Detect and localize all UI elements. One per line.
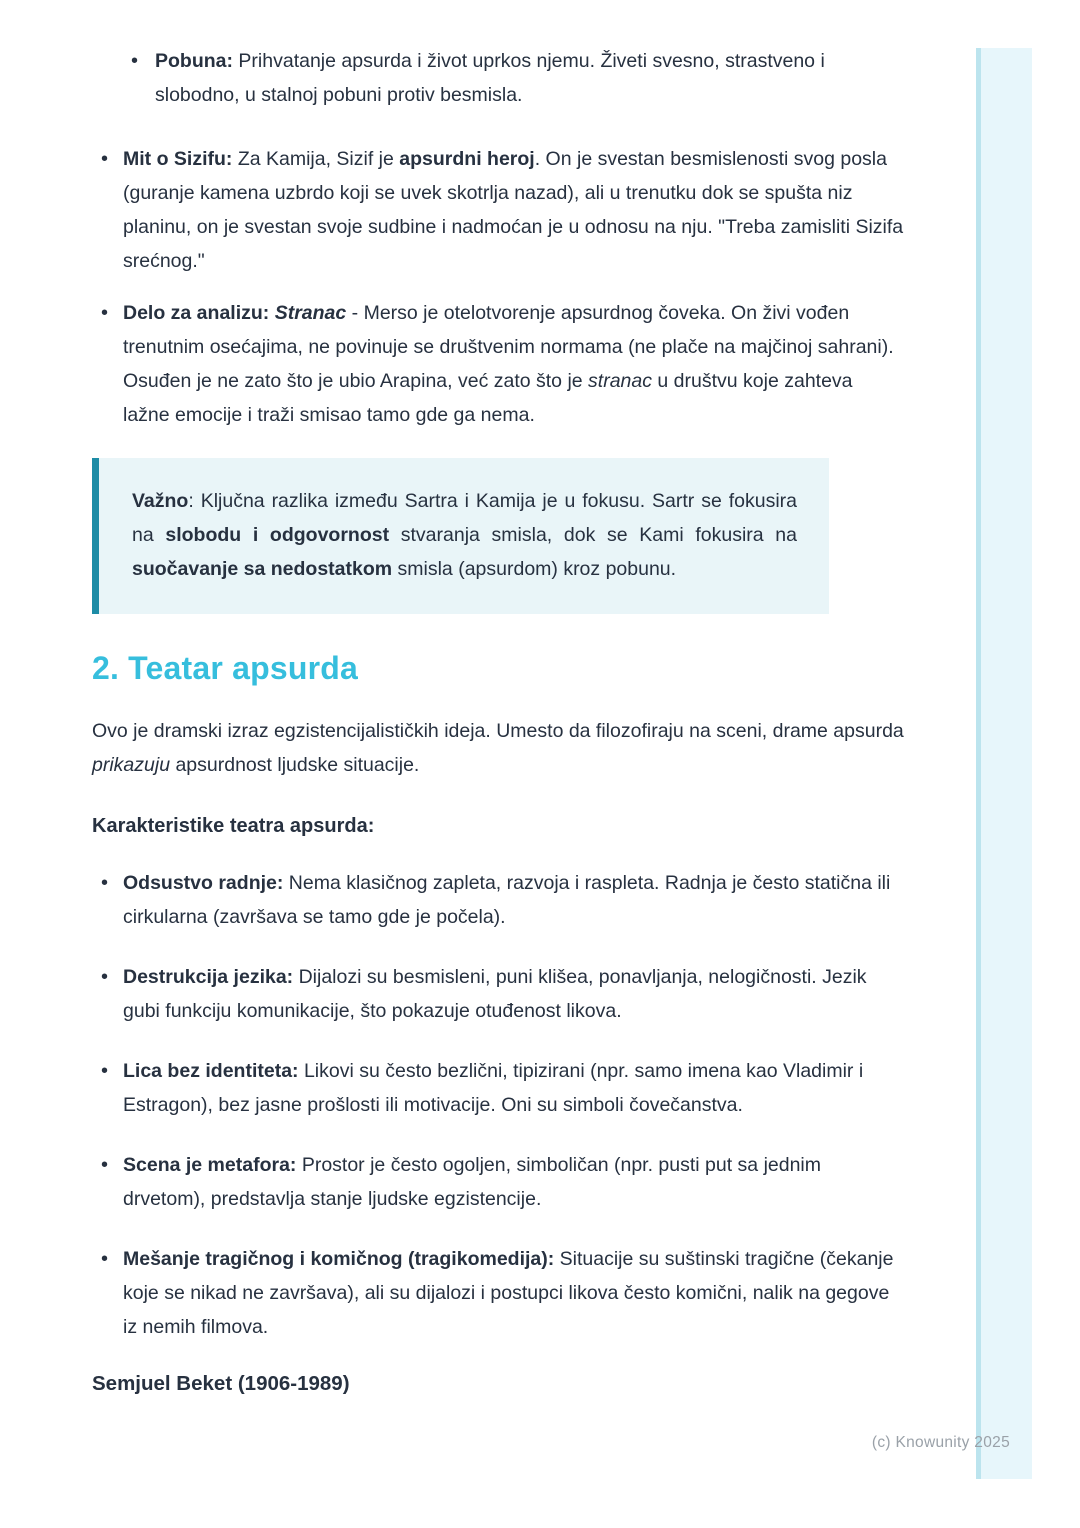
callout-text: Važno: Ključna razlika između Sartra i Kamija je u fokusu. Sartr se fokusira na slobodu i odgovornost stvaranja smisla, dok se Kami fokusira na suočavanje sa nedostatkom smisla (apsurdom) kroz pobunu. — [132, 490, 797, 580]
list-item: • Mešanje tragičnog i komičnog (tragikomedija): Situacije su suštinski tragične (čekanje koje se nikad ne završava), ali su dijalozi i postupci likova često komični, nalik na gegove iz nemih filmova. — [92, 1242, 904, 1344]
list-item: • Destrukcija jezika: Dijalozi su besmisleni, puni klišea, ponavljanja, nelogičnosti. Jezik gubi funkciju komunikacije, što pokazuje otuđenost likova. — [92, 960, 904, 1028]
camus-bullet-list — [92, 142, 904, 432]
characteristics-bullet-list — [92, 866, 904, 1344]
section-intro-paragraph: Ovo je dramski izraz egzistencijalističkih ideja. Umesto da filozofiraju na sceni, drame apsurda prikazuju apsurdnost ljudske situacije. — [92, 720, 904, 776]
section-heading: 2. Teatar apsurda — [92, 650, 359, 686]
copyright-text: (c) Knowunity 2025 — [871, 1434, 1010, 1451]
list-item: • Odsustvo radnje: Nema klasičnog zapleta, razvoja i raspleta. Radnja je često statična ili cirkularna (završava se tamo gde je počela). — [92, 866, 904, 934]
page-margin-strip — [976, 48, 1032, 1479]
document-content — [92, 44, 904, 1398]
list-item: • Mit o Sizifu: Za Kamija, Sizif je apsurdni heroj. On je svestan besmislenosti svog posla (guranje kamena uzbrdo koji se uvek skotrlja nazad), ali u trenutku dok se spušta niz planinu, on je svestan svoje sudbine i nadmoćan je u odnosu na nju. "Treba zamisliti Sizifa srećnog." — [92, 142, 904, 278]
list-item: • Scena je metafora: Prostor je često ogoljen, simboličan (npr. pusti put sa jednim drvetom), predstavlja stanje ljudske egzistencije. — [92, 1148, 904, 1216]
list-item: • Pobuna: Prihvatanje apsurda i život uprkos njemu. Živeti svesno, strastveno i slobodno, u stalnoj pobuni protiv besmisla. — [92, 44, 904, 112]
camus-nested-bullet-list — [92, 44, 904, 112]
characteristics-subheading: Karakteristike teatra apsurda: — [92, 815, 375, 837]
list-item: • Delo za analizu: Stranac - Merso je otelotvorenje apsurdnog čoveka. On živi vođen trenutnim osećajima, ne povinuje se društvenim normama (ne plače na majčinoj sahrani). Osuđen je ne zato što je ubio Arapina, već zato što je stranac u društvu koje zahteva lažne emocije i traži smisao tamo gde ga nema. — [92, 296, 904, 432]
author-heading: Semjuel Beket (1906-1989) — [92, 1372, 350, 1395]
important-callout — [92, 458, 829, 614]
list-item: • Lica bez identiteta: Likovi su često bezlični, tipizirani (npr. samo imena kao Vladimir i Estragon), bez jasne prošlosti ili motivacije. Oni su simboli čovečanstva. — [92, 1054, 904, 1122]
